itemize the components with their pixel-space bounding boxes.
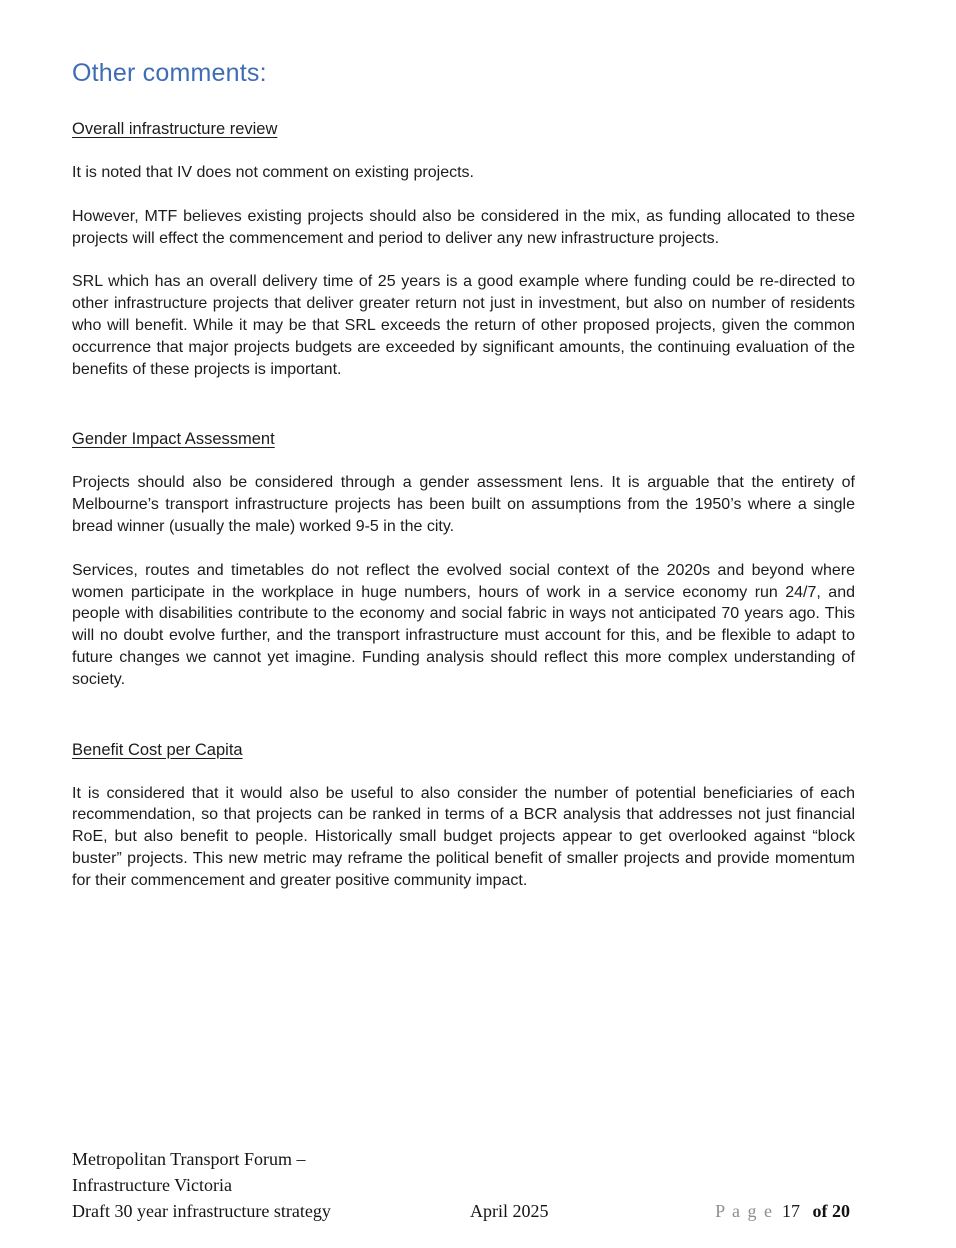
paragraph: SRL which has an overall delivery time of 25 years is a good example where funding could be re-directed to other infrastructure projects that deliver greater return not just in investment, but also on number of residents who will benefit. While it may be that SRL exceeds the return of other proposed projects, given the common occurrence that major projects budgets are exceeded by significant amounts, the continuing evaluation of the benefits of these projects is important.	[72, 273, 855, 378]
footer-bottom-row	[72, 1198, 850, 1224]
section-gender-impact-assessment	[72, 428, 855, 690]
paragraph: It is considered that it would also be useful to also consider the number of potential beneficiaries of each recommendation, so that projects can be ranked in terms of a BCR analysis that addresses not just financial RoE, but also benefit to people. Historically small budget projects appear to get overlooked against “block buster” projects. This new metric may reframe the political benefit of smaller projects and provide momentum for their commencement and greater positive community impact.	[72, 784, 855, 889]
paragraph: Projects should also be considered through a gender assessment lens. It is arguable that the entirety of Melbourne’s transport infrastructure projects has been built on assumptions from the 1950’s where a single bread winner (usually the male) worked 9-5 in the city.	[72, 474, 855, 535]
page-total: of 20	[812, 1201, 850, 1221]
section-heading-gender-impact-assessment: Gender Impact Assessment	[72, 430, 275, 449]
page-label: P a g e	[715, 1201, 774, 1221]
paragraph: However, MTF believes existing projects should also be considered in the mix, as funding allocated to these projects will effect the commencement and period to deliver any new infrastructure projects.	[72, 207, 855, 247]
section-heading-overall-infrastructure-review: Overall infrastructure review	[72, 120, 278, 138]
footer-doc-title: Draft 30 year infrastructure strategy	[72, 1201, 331, 1221]
footer-date: April 2025	[470, 1201, 549, 1221]
page-footer	[72, 1146, 850, 1224]
page-number: 17	[782, 1201, 800, 1221]
paragraph: Services, routes and timetables do not reflect the evolved social context of the 2020s and beyond where women participate in the workplace in huge numbers, hours of work in a service economy run 24/7, and people with disabilities contribute to the economy and social fabric in ways not anticipated 70 years ago. This will no doubt evolve further, and the transport infrastructure must account for this, and be flexible to adapt to future changes we cannot yet imagine. Funding analysis should reflect this more complex understanding of society.	[72, 561, 855, 688]
page-title: Other comments:	[72, 59, 267, 87]
section-benefit-cost-per-capita	[72, 739, 855, 892]
footer-org-line-1: Metropolitan Transport Forum –	[72, 1149, 306, 1169]
section-heading-benefit-cost-per-capita: Benefit Cost per Capita	[72, 740, 243, 759]
footer-page-info	[715, 1198, 850, 1224]
paragraph: It is noted that IV does not comment on existing projects.	[72, 164, 474, 181]
section-overall-infrastructure-review	[72, 118, 855, 380]
document-body	[72, 0, 855, 892]
footer-org-line-2: Infrastructure Victoria	[72, 1175, 233, 1195]
